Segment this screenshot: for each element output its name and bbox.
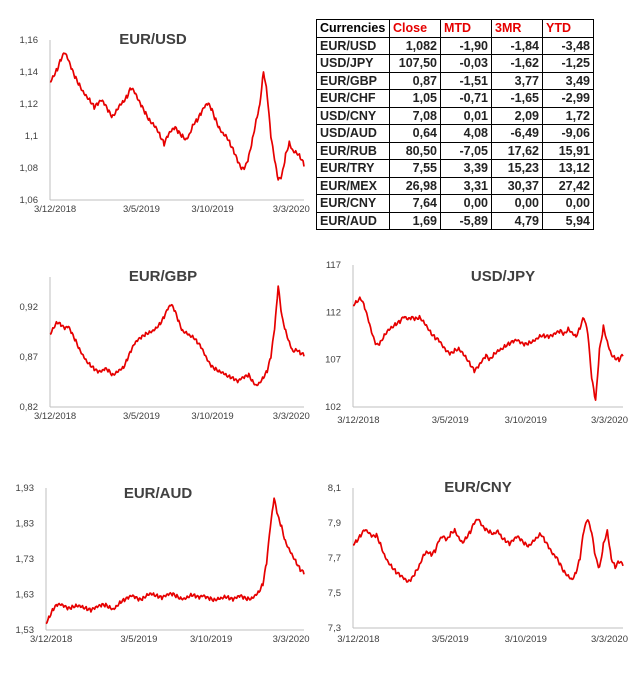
mtd-cell: -0,71 [441, 90, 492, 108]
eur-usd-chart-svg [8, 20, 308, 248]
y-tick-label: 1,93 [15, 483, 34, 494]
mtd-cell: -7,05 [441, 142, 492, 160]
y-tick-label: 7,3 [327, 623, 341, 634]
y-tick-label: 117 [325, 260, 341, 271]
close-cell: 80,50 [390, 142, 441, 160]
eur-gbp-chart [8, 257, 308, 437]
table-title: Currencies [317, 20, 390, 38]
x-tick-label: 3/3/2020 [272, 634, 310, 645]
3mr-cell: 4,79 [492, 212, 543, 230]
mtd-cell: -1,51 [441, 72, 492, 90]
mtd-cell: -0,03 [441, 55, 492, 73]
currency-pair-cell: EUR/MEX [317, 177, 390, 195]
ytd-cell: -3,48 [543, 37, 594, 55]
ytd-cell: 0,00 [543, 195, 594, 213]
series-line [46, 498, 304, 623]
currency-pair-cell: EUR/AUD [317, 212, 390, 230]
y-tick-label: 1,06 [19, 195, 38, 206]
y-tick-label: 1,16 [19, 35, 38, 46]
y-tick-label: 102 [325, 402, 341, 413]
eur-cny-chart-svg [313, 470, 633, 655]
x-tick-label: 3/10/2019 [191, 411, 234, 422]
close-cell: 7,64 [390, 195, 441, 213]
y-tick-label: 1,14 [19, 67, 38, 78]
y-tick-label: 7,7 [327, 553, 341, 564]
chart-title: EUR/GBP [128, 268, 198, 285]
ytd-cell: 3,49 [543, 72, 594, 90]
mtd-cell: 3,39 [441, 160, 492, 178]
x-tick-label: 3/3/2020 [591, 415, 628, 426]
3mr-cell: -1,65 [492, 90, 543, 108]
usd-jpy-chart [313, 257, 633, 437]
ytd-cell: 5,94 [543, 212, 594, 230]
y-tick-label: 1,73 [15, 554, 34, 565]
y-tick-label: 1,53 [15, 625, 34, 636]
close-cell: 7,08 [390, 107, 441, 125]
table-row [317, 142, 594, 160]
table-header-row [317, 20, 594, 38]
table-row [317, 107, 594, 125]
eur-aud-chart-svg [8, 470, 308, 655]
x-tick-label: 3/12/2018 [30, 634, 73, 645]
mtd-cell: 0,01 [441, 107, 492, 125]
currency-pair-cell: EUR/CNY [317, 195, 390, 213]
close-cell: 1,082 [390, 37, 441, 55]
ytd-cell: -9,06 [543, 125, 594, 143]
ytd-cell: 27,42 [543, 177, 594, 195]
x-tick-label: 3/5/2019 [122, 411, 160, 422]
close-cell: 0,87 [390, 72, 441, 90]
3mr-cell: 17,62 [492, 142, 543, 160]
ytd-cell: 13,12 [543, 160, 594, 178]
y-tick-label: 8,1 [327, 483, 341, 494]
x-tick-label: 3/5/2019 [431, 634, 469, 645]
chart-title: EUR/AUD [123, 485, 193, 502]
currency-pair-cell: EUR/TRY [317, 160, 390, 178]
mtd-cell: 3,31 [441, 177, 492, 195]
series-line [353, 520, 623, 582]
3mr-cell: -1,84 [492, 37, 543, 55]
x-tick-label: 3/10/2019 [504, 415, 547, 426]
3mr-cell: 3,77 [492, 72, 543, 90]
3mr-cell: 2,09 [492, 107, 543, 125]
column-header: MTD [441, 20, 492, 38]
close-cell: 107,50 [390, 55, 441, 73]
ytd-cell: 1,72 [543, 107, 594, 125]
series-line [50, 286, 304, 385]
y-tick-label: 0,92 [19, 302, 38, 313]
ytd-cell: -1,25 [543, 55, 594, 73]
currency-pair-cell: USD/AUD [317, 125, 390, 143]
eur-gbp-chart-svg [8, 257, 308, 437]
currency-pair-cell: EUR/USD [317, 37, 390, 55]
column-header: YTD [543, 20, 594, 38]
usd-jpy-chart-svg [313, 257, 633, 437]
chart-title: EUR/CNY [444, 479, 512, 496]
x-tick-label: 3/3/2020 [591, 634, 628, 645]
table-row [317, 72, 594, 90]
currency-pair-cell: USD/JPY [317, 55, 390, 73]
x-tick-label: 3/12/2018 [33, 411, 77, 422]
x-tick-label: 3/5/2019 [122, 204, 160, 215]
table-row [317, 160, 594, 178]
close-cell: 7,55 [390, 160, 441, 178]
y-tick-label: 1,83 [15, 518, 34, 530]
mtd-cell: -5,89 [441, 212, 492, 230]
table-row [317, 125, 594, 143]
3mr-cell: 15,23 [492, 160, 543, 178]
3mr-cell: -6,49 [492, 125, 543, 143]
table-row [317, 212, 594, 230]
y-tick-label: 0,82 [19, 402, 38, 413]
series-line [50, 53, 304, 180]
table-row [317, 90, 594, 108]
y-tick-label: 112 [325, 307, 341, 319]
y-tick-label: 1,1 [24, 131, 38, 142]
3mr-cell: -1,62 [492, 55, 543, 73]
y-tick-label: 7,5 [327, 588, 341, 599]
table-row [317, 37, 594, 55]
y-tick-label: 7,9 [327, 518, 341, 529]
x-tick-label: 3/10/2019 [189, 634, 233, 645]
currencies-table [316, 19, 594, 230]
column-header: Close [390, 20, 441, 38]
x-tick-label: 3/12/2018 [337, 415, 380, 426]
x-tick-label: 3/10/2019 [191, 204, 234, 215]
series-line [353, 297, 623, 400]
x-tick-label: 3/5/2019 [120, 634, 158, 645]
y-tick-label: 1,12 [19, 99, 38, 110]
x-tick-label: 3/3/2020 [272, 411, 310, 422]
x-tick-label: 3/12/2018 [33, 204, 77, 215]
x-tick-label: 3/3/2020 [272, 204, 310, 215]
y-tick-label: 107 [325, 354, 341, 366]
currency-pair-cell: EUR/RUB [317, 142, 390, 160]
currency-pair-cell: USD/CNY [317, 107, 390, 125]
y-tick-label: 1,08 [19, 163, 38, 174]
ytd-cell: -2,99 [543, 90, 594, 108]
column-header: 3MR [492, 20, 543, 38]
y-tick-label: 1,63 [15, 589, 34, 601]
3mr-cell: 0,00 [492, 195, 543, 213]
y-tick-label: 0,87 [19, 352, 38, 363]
eur-usd-chart [8, 20, 308, 248]
chart-title: USD/JPY [470, 268, 536, 285]
table-row [317, 195, 594, 213]
mtd-cell: -1,90 [441, 37, 492, 55]
eur-aud-chart [8, 470, 308, 655]
x-tick-label: 3/12/2018 [337, 634, 380, 645]
close-cell: 1,05 [390, 90, 441, 108]
table-row [317, 55, 594, 73]
x-tick-label: 3/10/2019 [504, 634, 547, 645]
mtd-cell: 4,08 [441, 125, 492, 143]
currency-pair-cell: EUR/GBP [317, 72, 390, 90]
close-cell: 0,64 [390, 125, 441, 143]
x-tick-label: 3/5/2019 [431, 415, 469, 426]
close-cell: 1,69 [390, 212, 441, 230]
ytd-cell: 15,91 [543, 142, 594, 160]
table-row [317, 177, 594, 195]
eur-cny-chart [313, 470, 633, 655]
currency-pair-cell: EUR/CHF [317, 90, 390, 108]
close-cell: 26,98 [390, 177, 441, 195]
chart-title: EUR/USD [119, 31, 187, 48]
mtd-cell: 0,00 [441, 195, 492, 213]
3mr-cell: 30,37 [492, 177, 543, 195]
